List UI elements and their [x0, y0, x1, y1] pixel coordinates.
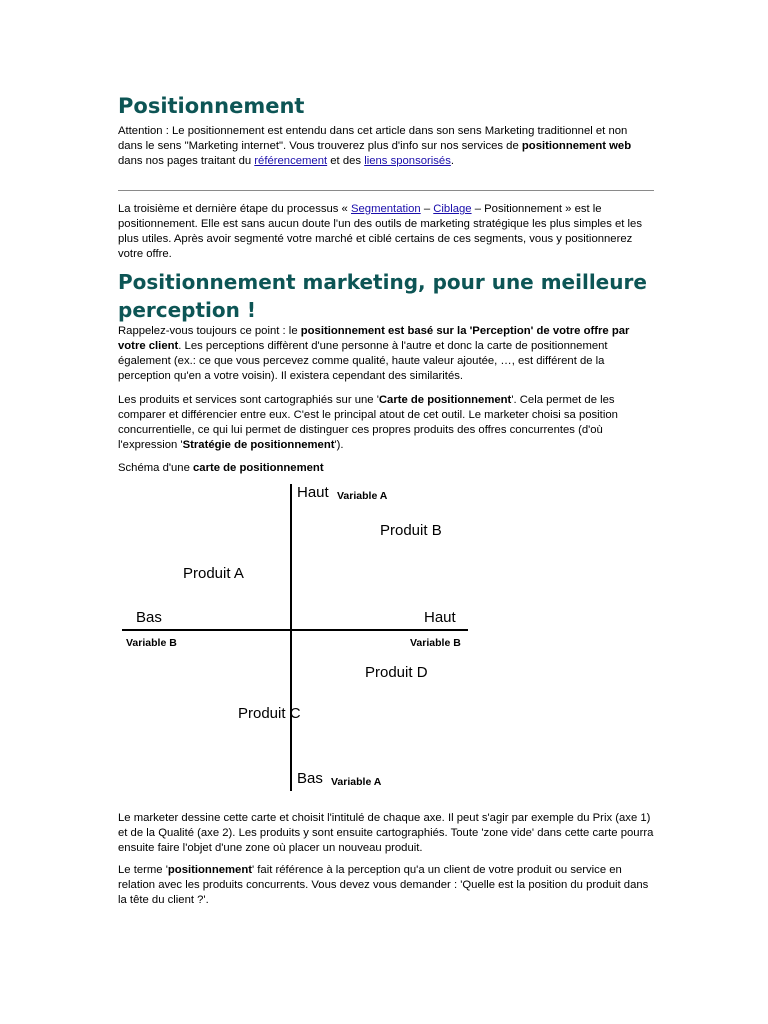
product-b: Produit B [380, 522, 442, 539]
horizontal-axis [122, 629, 468, 631]
product-c: Produit C [238, 705, 301, 722]
link-ciblage[interactable]: Ciblage [433, 203, 472, 215]
product-d: Produit D [365, 664, 428, 681]
process-paragraph: La troisième et dernière étape du processus « Segmentation – Ciblage – Positionnement » est le positionnement. Elle est sans aucun doute l'un des outils de marketing stratégique les plus simples et les plus utiles. Après avoir segmenté votre marché et ciblé certains de ces segments, vous y positionnerez votre offre. [118, 203, 642, 260]
marketer-paragraph: Le marketer dessine cette carte et choisit l'intitulé de chaque axe. Il peut s'agir par exemple du Prix (axe 1) et de la Qualité (axe 2). Les produits y sont ensuite cartographiés. Toute 'zone vide' dans cette carte pourra ensuite faire l'objet d'une zone où placer un nouveau produit. [118, 812, 654, 854]
section-title: Positionnement marketing, pour une meilleure perception ! [118, 270, 647, 322]
bold-positionnement-web: positionnement web [521, 140, 632, 152]
axis-right-label: Haut [424, 609, 456, 626]
axis-top-variable: Variable A [337, 490, 388, 502]
product-a: Produit A [183, 565, 244, 582]
axis-right-variable: Variable B [410, 637, 461, 649]
axis-left-label: Bas [136, 609, 162, 626]
axis-left-variable: Variable B [126, 637, 177, 649]
vertical-axis [290, 484, 292, 791]
link-referencement[interactable]: référencement [254, 155, 328, 167]
page-title: Positionnement [118, 94, 305, 118]
intro-paragraph: Attention : Le positionnement est entendu dans cet article dans son sens Marketing traditionnel et non dans le sens "Marketing internet". Vous trouverez plus d'info sur nos services de positionnement web dans nos pages traitant du référencement et des liens sponsorisés. [118, 125, 632, 167]
horizontal-rule [118, 190, 654, 191]
terme-paragraph: Le terme 'positionnement' fait référence à la perception qu'a un client de votre produit ou service en relation avec les produits concurrents. Vous devez vous demander : 'Quelle est la position du produit dans la tête du client ?'. [118, 864, 649, 906]
axis-bottom-variable: Variable A [331, 776, 382, 788]
carte-paragraph: Les produits et services sont cartographiés sur une 'Carte de positionnement'. Cela permet de les comparer et différencier entre eux. C'est le principal atout de cet outil. Le marketer choisi sa position concurrentielle, ce qui lui permet de distinguer ces propres produits des offres concurrentes (d'où l'expression 'Stratégie de positionnement'). [118, 394, 618, 451]
link-liens-sponsorises[interactable]: liens sponsorisés [364, 155, 451, 167]
axis-bottom-label: Bas [297, 770, 323, 787]
axis-top-label: Haut [297, 484, 329, 501]
schema-caption: Schéma d'une carte de positionnement [118, 462, 324, 474]
link-segmentation[interactable]: Segmentation [350, 203, 421, 215]
perception-paragraph: Rappelez-vous toujours ce point : le positionnement est basé sur la 'Perception' de votre offre par votre client. Les perceptions diffèrent d'une personne à l'autre et donc la carte de positionnement également (ex.: ce que vous percevez comme qualité, haute valeur ajoutée, …, est différent de la perception qu'en a votre voisin). Il existera cependant des similarités. [118, 325, 630, 382]
positioning-map [118, 480, 478, 796]
